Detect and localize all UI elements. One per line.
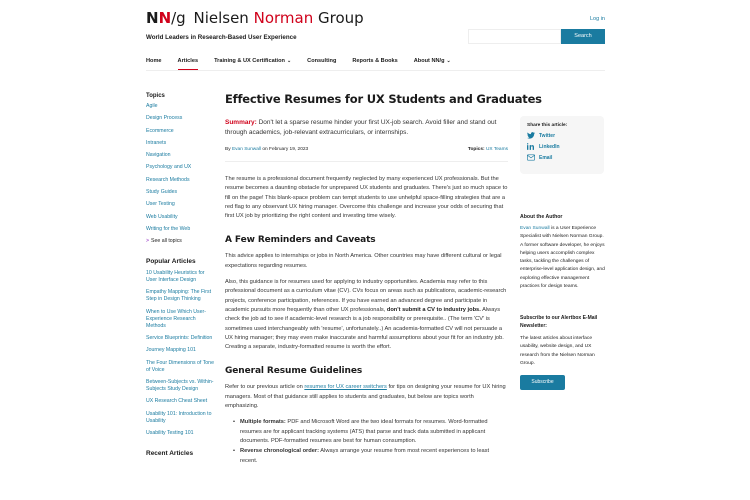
list-item	[240, 447, 508, 466]
nav-articles-label: Articles	[177, 58, 199, 64]
about-author-text	[520, 225, 606, 291]
chevron-down-icon: ⌄	[446, 58, 451, 64]
caveats-p2-before: Also, this guidance is for resumes used for applying to industry opportunities. Academia may refer to this professional document as a curriculum vitae (CV). CVs focus on areas such as publications, academic-research projects, conference participation, references. If you have earned an advanced degree and participate in academic pursuits more frequently than other UX professionals,	[225, 279, 507, 313]
topic-link[interactable]: Writing for the Web	[146, 225, 191, 232]
caveats-paragraph-1: This advice applies to internships or jobs in North America. Other countries may have different cultural or legal expectations regarding resumes.	[225, 253, 502, 269]
logo-mark-slash-g: /g	[171, 9, 186, 27]
about-author	[520, 214, 606, 291]
nav-about[interactable]	[414, 56, 451, 70]
article-title: Effective Resumes for UX Students and Graduates	[225, 92, 542, 106]
share-box	[520, 116, 604, 174]
popular-article-link[interactable]: 10 Usability Heuristics for User Interface Design	[146, 269, 205, 283]
nngroup-logo[interactable]	[146, 9, 364, 27]
section-heading-caveats: A Few Reminders and Caveats	[225, 235, 376, 246]
guidelines-p-before: Refer to our previous article on	[225, 384, 305, 391]
topic-link[interactable]: Agile	[146, 103, 158, 109]
byline-text	[225, 147, 308, 152]
popular-article-link[interactable]: Service Blueprints: Definition	[146, 335, 213, 342]
topic-link[interactable]: Study Guides	[146, 188, 178, 195]
twitter-icon	[527, 132, 535, 139]
nav-consulting-label: Consulting	[307, 58, 337, 64]
summary-text: Don't let a sparse resume hinder your first UX-job search. Avoid filler and stand out through academics, job-relevant extracurriculars, or internships.	[225, 119, 497, 136]
article-topics	[468, 147, 508, 152]
list-item-text: PDF and Microsoft Word are the two ideal formats for resumes. Word-formatted resumes are for applicant tracking systems (ATS) that parse and track data submitted in applicant documents. PDF-formatted resumes are best for human consumption.	[240, 419, 488, 444]
topic-link[interactable]: Web Usability	[146, 213, 178, 220]
article-summary	[225, 118, 508, 138]
main-nav	[146, 56, 467, 70]
popular-article-link[interactable]: Usability 101: Introduction to Usability	[146, 410, 212, 424]
newsletter-signup	[520, 314, 606, 390]
guidelines-p-after: for tips on designing your resume for UX hiring managers. Most of that guidance still applies to students and graduates, but below are topics worth emphasizing.	[225, 384, 506, 410]
list-item	[240, 418, 508, 446]
about-author-link[interactable]: Evan Sunwall	[520, 226, 550, 231]
nav-reports-books[interactable]	[352, 56, 397, 70]
popular-article-link[interactable]: The Four Dimensions of Tone of Voice	[146, 359, 214, 373]
author-link[interactable]: Evan Sunwall	[231, 147, 262, 152]
nav-reports-label: Reports & Books	[352, 58, 398, 64]
summary-label: Summary:	[225, 119, 257, 126]
about-author-bio: is a User Experience Specialist with Nielsen Norman Group. A former software developer, he enjoys helping users accomplish complex tasks, tackling the challenges of enterprise-level application design, and exploring effective management practices for design teams.	[520, 226, 605, 290]
topic-link[interactable]: Research Methods	[146, 176, 190, 183]
topic-link[interactable]: Navigation	[146, 152, 171, 159]
chevron-right-icon: >	[146, 238, 150, 245]
topic-link[interactable]: Ecommerce	[146, 127, 174, 134]
chevron-down-icon: ⌄	[286, 58, 292, 64]
guidelines-paragraph	[225, 383, 508, 411]
logo-mark-n1: N	[146, 9, 159, 27]
linkedin-icon	[527, 143, 535, 150]
nav-about-label: About NN/g	[413, 58, 445, 64]
left-sidebar	[146, 93, 216, 457]
list-item-bold: Multiple formats:	[240, 419, 286, 426]
newsletter-text: The latest articles about interface usability, website design, and UX research from the Nielsen Norman Group.	[520, 336, 595, 366]
caveats-p2-bold: don't submit a CV to industry jobs.	[386, 306, 481, 313]
search-input[interactable]	[468, 29, 561, 44]
nav-consulting[interactable]	[307, 56, 336, 70]
share-email-link[interactable]	[527, 154, 597, 161]
share-linkedin-label: LinkedIn	[539, 143, 560, 150]
logo-name-group: Group	[318, 9, 364, 27]
popular-article-link[interactable]: UX Research Cheat Sheet	[146, 398, 208, 405]
share-email-label: Email	[539, 154, 553, 161]
nav-home-label: Home	[146, 58, 162, 64]
popular-article-link[interactable]: Usability Testing 101	[146, 429, 194, 436]
list-item-text: Always arrange your resume from most recent experiences to least recent.	[240, 448, 490, 464]
logo-name-nielsen: Nielsen	[193, 9, 249, 27]
section-heading-guidelines: General Resume Guidelines	[225, 366, 363, 377]
topic-tag-link[interactable]: UX Teams	[485, 147, 508, 152]
byline-divider	[225, 161, 508, 162]
topic-link[interactable]: User Testing	[146, 201, 175, 208]
see-all-topics-link[interactable]	[146, 238, 216, 245]
topic-link[interactable]: Intranets	[146, 139, 167, 146]
popular-article-link[interactable]: Between-Subjects vs. Within-Subjects Study Design	[146, 378, 214, 393]
see-all-topics-label: See all topics	[151, 238, 182, 245]
career-switchers-link[interactable]: resumes for UX career switchers	[304, 384, 387, 391]
share-twitter-link[interactable]	[527, 132, 597, 139]
share-heading: Share this article:	[527, 123, 568, 128]
logo-mark-n2: N	[158, 9, 172, 27]
share-linkedin-link[interactable]	[527, 143, 597, 150]
nav-home[interactable]	[146, 56, 162, 70]
article-byline	[225, 147, 508, 152]
logo-name-norman: Norman	[253, 9, 314, 27]
byline-date: on February 19, 2023	[261, 147, 309, 152]
nav-divider	[146, 70, 605, 71]
site-tagline: World Leaders in Research-Based User Experience	[146, 34, 297, 41]
guidelines-list	[225, 418, 508, 465]
popular-article-link[interactable]: Journey Mapping 101	[146, 347, 196, 354]
topics-label: Topics:	[467, 147, 485, 152]
topics-heading: Topics	[146, 93, 165, 99]
about-author-heading: About the Author	[520, 214, 563, 220]
article-intro: The resume is a professional document frequently neglected by many experienced UX professionals. But the resume becomes a daunting obstacle for unprepared UX students and graduates. There's just so much space to fill on the page! This blank-space problem can tempt students to use unhelpful space-filling strategies that are a red flag to any observant UX hiring manager. Overcome this challenge and increase your odds of securing that first UX job by prioritizing the right content and investing time wisely.	[225, 176, 508, 220]
topic-link[interactable]: Design Process	[146, 115, 183, 122]
byline-prefix: By	[225, 147, 232, 152]
caveats-p2-after: Always check the job ad to see if academic-level research is a job responsibility or prerequisite.. (The term 'CV' is sometimes used interchangeably with 'resume', unfortunately..) An academia-formatted CV will not persuade a UX hiring manager; they may even make inaccurate and harmful assumptions about your fit for an industry job. Creating a separate, industry-formatted resume is worth the effort.	[225, 306, 504, 351]
list-item-bold: Reverse chronological order:	[240, 448, 320, 455]
popular-article-link[interactable]: Empathy Mapping: The First Step in Design Thinking	[146, 289, 212, 303]
newsletter-heading: Subscribe to our Alertbox E-Mail Newsletter:	[520, 315, 598, 329]
popular-articles-heading: Popular Articles	[146, 257, 196, 265]
popular-article-link[interactable]: When to Use Which User-Experience Research Methods	[146, 308, 206, 329]
nav-training[interactable]	[214, 56, 291, 70]
caveats-paragraph-2	[225, 278, 508, 352]
topic-link[interactable]: Psychology and UX	[146, 164, 192, 171]
nav-training-label: Training & UX Certification	[214, 58, 285, 64]
share-twitter-label: Twitter	[539, 132, 556, 139]
search-button[interactable]: Search	[561, 29, 605, 44]
login-link[interactable]: Log in	[590, 16, 605, 22]
email-icon	[527, 154, 535, 161]
nav-articles[interactable]	[178, 56, 199, 70]
recent-articles-heading: Recent Articles	[146, 450, 194, 458]
subscribe-button[interactable]: Subscribe	[520, 375, 565, 390]
